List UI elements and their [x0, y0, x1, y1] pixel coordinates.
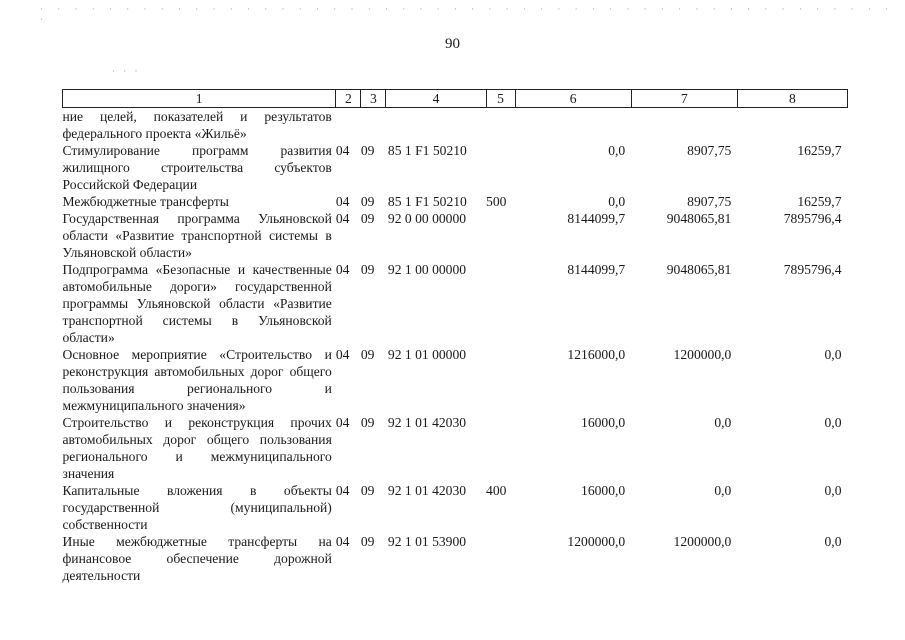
cell-c2: 04 [335, 143, 350, 158]
col-header-6: 6 [515, 90, 631, 108]
cell-c2: 04 [335, 194, 350, 209]
cell-c6: 0,0 [608, 143, 626, 158]
cell-c3: 09 [360, 194, 375, 209]
cell-c4: 92 1 01 00000 [387, 347, 467, 362]
row-name: Подпрограмма «Безопасные и качественные автомобильные дороги» государственной программы Ульяновской области «Развитие транспортной системы в Ульяновской области» [62, 262, 332, 345]
cell-c7: 9048065,81 [666, 211, 732, 226]
cell-c5 [486, 261, 515, 346]
header-row [63, 90, 848, 108]
col-header-8: 8 [737, 90, 847, 108]
cell-c2 [336, 108, 361, 143]
col-header-2: 2 [336, 90, 361, 108]
cell-c2: 04 [335, 483, 350, 498]
cell-c6: 16000,0 [581, 483, 626, 498]
row-name: Стимулирование программ развития жилищного строительства субъектов Российской Федерации [62, 143, 332, 192]
cell-c5: 400 [486, 483, 507, 498]
cell-c7: 9048065,81 [666, 262, 732, 277]
table-row [63, 210, 848, 261]
col-header-3: 3 [361, 90, 386, 108]
cell-c2: 04 [335, 211, 350, 226]
cell-c8 [737, 108, 847, 143]
cell-c8: 0,0 [824, 483, 842, 498]
cell-c4: 85 1 F1 50210 [387, 194, 467, 209]
cell-c3: 09 [360, 415, 375, 430]
cell-c8: 0,0 [824, 415, 842, 430]
cell-c8: 16259,7 [797, 143, 842, 158]
cell-c5 [486, 346, 515, 414]
cell-c4: 85 1 F1 50210 [387, 143, 467, 158]
row-name: Капитальные вложения в объекты государственной (муниципальной) собственности [62, 483, 332, 532]
cell-c4: 92 1 01 53900 [387, 534, 467, 549]
cell-c3 [361, 108, 386, 143]
col-header-7: 7 [631, 90, 737, 108]
budget-table [62, 89, 848, 584]
cell-c2: 04 [335, 347, 350, 362]
cell-c5 [486, 414, 515, 482]
cell-c3: 09 [360, 534, 375, 549]
cell-c5 [486, 210, 515, 261]
cell-c8: 0,0 [824, 347, 842, 362]
cell-c4: 92 0 00 00000 [387, 211, 467, 226]
cell-c7: 0,0 [714, 415, 732, 430]
cell-c6: 1200000,0 [567, 534, 626, 549]
cell-c7: 8907,75 [687, 143, 732, 158]
cell-c2: 04 [335, 534, 350, 549]
cell-c4: 92 1 01 42030 [387, 415, 467, 430]
cell-c8: 7895796,4 [783, 211, 842, 226]
cell-c5: 500 [486, 194, 507, 209]
cell-c3: 09 [360, 262, 375, 277]
row-name: Строительство и реконструкция прочих автомобильных дорог общего пользования регионального и межмуниципального значения [62, 415, 332, 481]
table-row [63, 482, 848, 533]
cell-c6: 16000,0 [581, 415, 626, 430]
table-row [63, 261, 848, 346]
row-name: Межбюджетные трансферты [62, 194, 229, 209]
cell-c7: 1200000,0 [673, 534, 732, 549]
cell-c3: 09 [360, 483, 375, 498]
table-row [63, 193, 848, 210]
cell-c3: 09 [360, 347, 375, 362]
cell-c4: 92 1 01 42030 [387, 483, 467, 498]
cell-c6: 8144099,7 [567, 262, 626, 277]
cell-c4: 92 1 00 00000 [387, 262, 467, 277]
cell-c2: 04 [335, 262, 350, 277]
cell-c7: 1200000,0 [673, 347, 732, 362]
cell-c6: 0,0 [608, 194, 626, 209]
cell-c4 [386, 108, 486, 143]
cell-c8: 16259,7 [797, 194, 842, 209]
row-name: Иные межбюджетные трансферты на финансовое обеспечение дорожной деятельности [62, 534, 332, 583]
cell-c5 [486, 108, 515, 143]
row-name: Основное мероприятие «Строительство и реконструкция автомобильных дорог общего пользования регионального и межмуниципального значения» [62, 347, 332, 413]
table-row [63, 108, 848, 143]
cell-c2: 04 [335, 415, 350, 430]
table-row [63, 142, 848, 193]
cell-c3: 09 [360, 143, 375, 158]
scan-noise-top: · · · · · · · · · · · · · · · · · · · · · · · · · · · · · · · · · · · · · · · · · · · · · · · · · · · [40, 4, 895, 24]
row-name: Государственная программа Ульяновской области «Развитие транспортной системы в Ульяновской области» [62, 211, 332, 260]
cell-c8: 0,0 [824, 534, 842, 549]
cell-c7 [631, 108, 737, 143]
cell-c5 [486, 142, 515, 193]
cell-c6: 1216000,0 [567, 347, 626, 362]
cell-c7: 0,0 [714, 483, 732, 498]
cell-c6 [515, 108, 631, 143]
col-header-5: 5 [486, 90, 515, 108]
page-number: 90 [445, 36, 460, 52]
scan-noise-left: · · · [112, 66, 141, 76]
row-name: ние целей, показателей и результатов федерального проекта «Жильё» [62, 109, 332, 141]
cell-c5 [486, 533, 515, 584]
cell-c3: 09 [360, 211, 375, 226]
col-header-4: 4 [386, 90, 486, 108]
table-row [63, 533, 848, 584]
cell-c8: 7895796,4 [783, 262, 842, 277]
cell-c7: 8907,75 [687, 194, 732, 209]
table-row [63, 414, 848, 482]
table-row [63, 346, 848, 414]
col-header-1: 1 [63, 90, 336, 108]
cell-c6: 8144099,7 [567, 211, 626, 226]
